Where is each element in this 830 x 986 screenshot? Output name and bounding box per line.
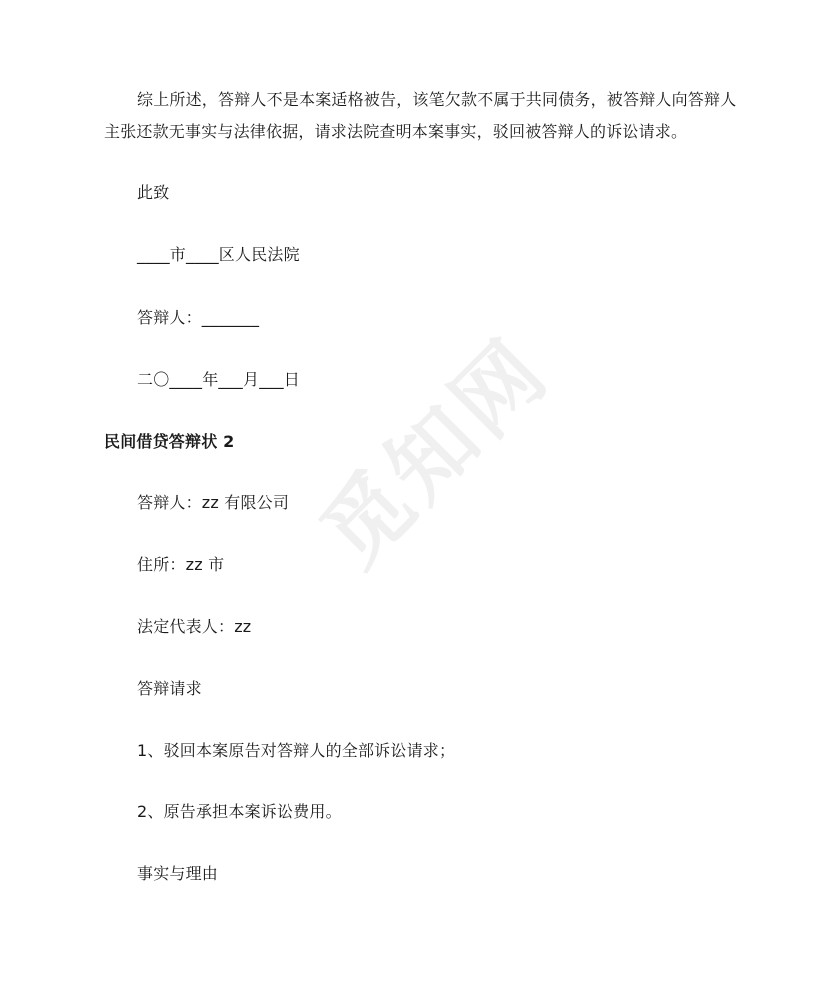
request-heading: 答辩请求 bbox=[137, 679, 202, 698]
respondent-signature: 答辩人：_______ bbox=[137, 308, 260, 327]
court-name: ____市____区人民法院 bbox=[137, 245, 300, 264]
section-title: 民间借贷答辩状 2 bbox=[104, 432, 235, 451]
conclusion-paragraph-line-1: 综上所述，答辩人不是本案适格被告，该笔欠款不属于共同债务，被答辩人向答辩人 bbox=[137, 90, 737, 109]
conclusion-paragraph-line-2: 主张还款无事实与法律依据，请求法院查明本案事实，驳回被答辩人的诉讼请求。 bbox=[104, 122, 688, 141]
facts-heading: 事实与理由 bbox=[137, 864, 219, 883]
date-line: 二〇____年___月___日 bbox=[137, 370, 301, 389]
address-info: 住所：zz 市 bbox=[137, 555, 225, 574]
request-item-1: 1、驳回本案原告对答辩人的全部诉讼请求； bbox=[137, 741, 456, 760]
salutation: 此致 bbox=[137, 183, 170, 202]
legal-representative: 法定代表人：zz bbox=[137, 617, 252, 636]
respondent-info: 答辩人：zz 有限公司 bbox=[137, 493, 290, 512]
watermark: 觅知网 bbox=[302, 319, 569, 586]
request-item-2: 2、原告承担本案诉讼费用。 bbox=[137, 802, 342, 821]
